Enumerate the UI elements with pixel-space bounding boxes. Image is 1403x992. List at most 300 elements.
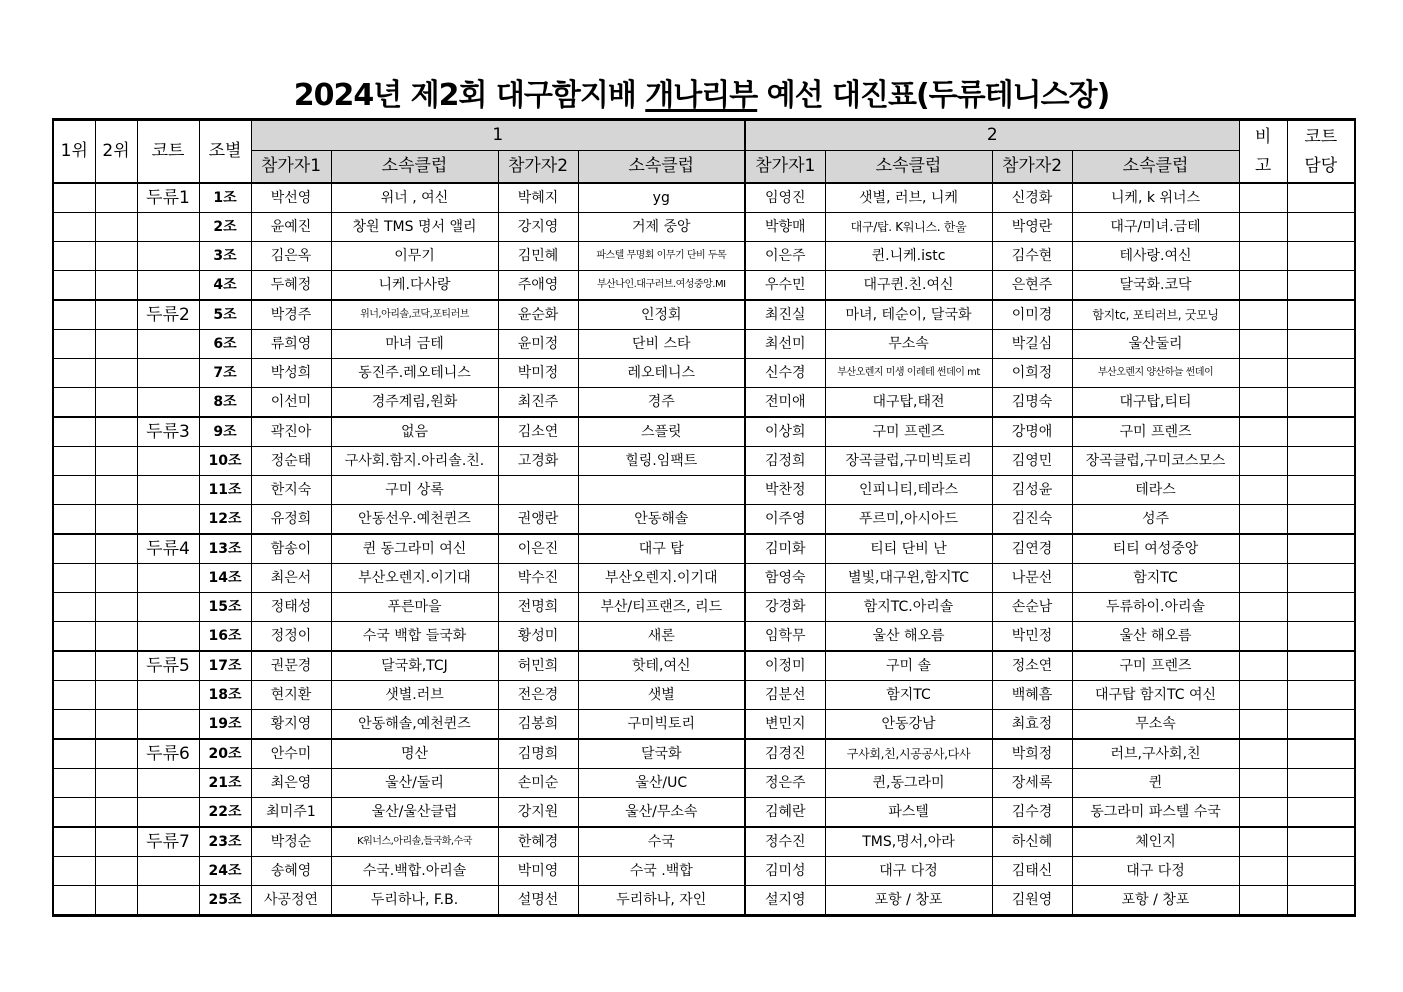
group-cell: 9조 bbox=[199, 417, 251, 447]
side1-player1: 이선미 bbox=[251, 388, 331, 418]
side1-player2 bbox=[498, 476, 578, 505]
table-row bbox=[53, 271, 1355, 301]
rank2-cell bbox=[95, 388, 137, 418]
side1-player2: 박혜지 bbox=[498, 183, 578, 213]
note-cell bbox=[1239, 534, 1287, 564]
side2-club2: 부산오렌지 양산하늘 썬데이 bbox=[1072, 359, 1239, 388]
rank2-cell bbox=[95, 622, 137, 652]
header-club1-side1: 소속클럽 bbox=[331, 151, 498, 184]
side1-club2: 부산나인.대구러브.여성중앙.MI bbox=[578, 271, 745, 301]
rank2-cell bbox=[95, 681, 137, 710]
header-player1-side2: 참가자1 bbox=[745, 151, 825, 184]
side2-player2: 김원영 bbox=[992, 886, 1072, 916]
side1-club2: 스플릿 bbox=[578, 417, 745, 447]
rank2-cell bbox=[95, 798, 137, 828]
side1-club2: 울산/무소속 bbox=[578, 798, 745, 828]
side1-club2: 새론 bbox=[578, 622, 745, 652]
side2-player1: 이정미 bbox=[745, 651, 825, 681]
court-cell bbox=[137, 476, 199, 505]
note-cell bbox=[1239, 447, 1287, 476]
bracket-table bbox=[52, 118, 1356, 917]
side1-club2: 구미빅토리 bbox=[578, 710, 745, 740]
rank2-cell bbox=[95, 213, 137, 242]
header-side-2: 2 bbox=[745, 120, 1239, 151]
side1-club1: 위너,아리솔,코닥,포티러브 bbox=[331, 300, 498, 330]
side2-club1: 구사회,친,시공공사,다사 bbox=[825, 739, 992, 769]
note-cell bbox=[1239, 505, 1287, 535]
side2-club1: 푸르미,아시아드 bbox=[825, 505, 992, 535]
table-row bbox=[53, 242, 1355, 271]
table-row bbox=[53, 593, 1355, 622]
side2-player1: 김미화 bbox=[745, 534, 825, 564]
court-cell bbox=[137, 710, 199, 740]
side2-club2: 울산둘리 bbox=[1072, 330, 1239, 359]
side1-club1: K워너스,아리솔,들국화,수국 bbox=[331, 827, 498, 857]
side2-club1: 대구 다정 bbox=[825, 857, 992, 886]
table-row bbox=[53, 300, 1355, 330]
header-note-top: 비 bbox=[1254, 126, 1272, 147]
rank1-cell bbox=[53, 534, 95, 564]
side2-club1: 퀸,동그라미 bbox=[825, 769, 992, 798]
side2-player2: 박영란 bbox=[992, 213, 1072, 242]
side2-player2: 이희정 bbox=[992, 359, 1072, 388]
side1-player2: 김민혜 bbox=[498, 242, 578, 271]
side1-club1: 부산오렌지.이기대 bbox=[331, 564, 498, 593]
rank2-cell bbox=[95, 417, 137, 447]
side1-club2: 두리하나, 자인 bbox=[578, 886, 745, 916]
side1-club2: 수국 bbox=[578, 827, 745, 857]
side2-player2: 정소연 bbox=[992, 651, 1072, 681]
side1-club2: 핫테,여신 bbox=[578, 651, 745, 681]
side2-player2: 최효정 bbox=[992, 710, 1072, 740]
side1-club1: 샛별.러브 bbox=[331, 681, 498, 710]
table-row bbox=[53, 798, 1355, 828]
side2-player2: 김태신 bbox=[992, 857, 1072, 886]
header-note bbox=[1239, 120, 1287, 184]
manager-cell bbox=[1287, 388, 1355, 418]
table-row bbox=[53, 710, 1355, 740]
rank1-cell bbox=[53, 213, 95, 242]
manager-cell bbox=[1287, 564, 1355, 593]
side2-club2: 대구 다정 bbox=[1072, 857, 1239, 886]
side2-player1: 이주영 bbox=[745, 505, 825, 535]
side2-player2: 박길심 bbox=[992, 330, 1072, 359]
rank2-cell bbox=[95, 769, 137, 798]
side1-club1: 푸른마을 bbox=[331, 593, 498, 622]
group-cell: 21조 bbox=[199, 769, 251, 798]
manager-cell bbox=[1287, 417, 1355, 447]
table-row bbox=[53, 681, 1355, 710]
note-cell bbox=[1239, 769, 1287, 798]
side2-player2: 나문선 bbox=[992, 564, 1072, 593]
side1-player2: 강지영 bbox=[498, 213, 578, 242]
side1-club2: 레오테니스 bbox=[578, 359, 745, 388]
side2-club1: 울산 해오름 bbox=[825, 622, 992, 652]
group-cell: 16조 bbox=[199, 622, 251, 652]
rank2-cell bbox=[95, 505, 137, 535]
side2-player2: 백혜흠 bbox=[992, 681, 1072, 710]
side1-club2 bbox=[578, 476, 745, 505]
rank1-cell bbox=[53, 827, 95, 857]
side2-player1: 최진실 bbox=[745, 300, 825, 330]
header-player2-side1: 참가자2 bbox=[498, 151, 578, 184]
side1-club1: 달국화,TCJ bbox=[331, 651, 498, 681]
header-court: 코트 bbox=[137, 120, 199, 184]
side1-club2: 달국화 bbox=[578, 739, 745, 769]
side2-player2: 김영민 bbox=[992, 447, 1072, 476]
side2-player2: 하신혜 bbox=[992, 827, 1072, 857]
group-cell: 15조 bbox=[199, 593, 251, 622]
side1-player1: 곽진아 bbox=[251, 417, 331, 447]
side2-player1: 정은주 bbox=[745, 769, 825, 798]
side1-player2: 한혜경 bbox=[498, 827, 578, 857]
court-cell: 두류1 bbox=[137, 183, 199, 213]
note-cell bbox=[1239, 681, 1287, 710]
side1-club2: 경주 bbox=[578, 388, 745, 418]
manager-cell bbox=[1287, 681, 1355, 710]
side1-player1: 한지숙 bbox=[251, 476, 331, 505]
manager-cell bbox=[1287, 447, 1355, 476]
rank1-cell bbox=[53, 505, 95, 535]
header-group: 조별 bbox=[199, 120, 251, 184]
side1-player1: 김은옥 bbox=[251, 242, 331, 271]
side1-club1: 수국.백합.아리솔 bbox=[331, 857, 498, 886]
side1-player1: 사공정연 bbox=[251, 886, 331, 916]
group-cell: 20조 bbox=[199, 739, 251, 769]
header-manager-top: 코트 bbox=[1304, 126, 1338, 147]
note-cell bbox=[1239, 857, 1287, 886]
manager-cell bbox=[1287, 827, 1355, 857]
side1-club1: 울산/둘리 bbox=[331, 769, 498, 798]
manager-cell bbox=[1287, 534, 1355, 564]
note-cell bbox=[1239, 271, 1287, 301]
side2-club2: 테라스 bbox=[1072, 476, 1239, 505]
side2-player2: 김성윤 bbox=[992, 476, 1072, 505]
side2-club2: 구미 프렌즈 bbox=[1072, 651, 1239, 681]
side2-club2: 러브,구사회,친 bbox=[1072, 739, 1239, 769]
side2-player2: 김수현 bbox=[992, 242, 1072, 271]
rank2-cell bbox=[95, 447, 137, 476]
side1-club2: 부산/티프랜즈, 리드 bbox=[578, 593, 745, 622]
side2-player2: 김진숙 bbox=[992, 505, 1072, 535]
side1-player1: 안수미 bbox=[251, 739, 331, 769]
manager-cell bbox=[1287, 183, 1355, 213]
side1-club1: 이무기 bbox=[331, 242, 498, 271]
rank2-cell bbox=[95, 359, 137, 388]
court-cell bbox=[137, 798, 199, 828]
note-cell bbox=[1239, 388, 1287, 418]
side1-player2: 황성미 bbox=[498, 622, 578, 652]
court-cell bbox=[137, 447, 199, 476]
court-cell bbox=[137, 769, 199, 798]
side2-club1: 구미 솔 bbox=[825, 651, 992, 681]
table-row bbox=[53, 739, 1355, 769]
side1-player2: 김봉희 bbox=[498, 710, 578, 740]
side1-club2: yg bbox=[578, 183, 745, 213]
side1-player1: 정정이 bbox=[251, 622, 331, 652]
side2-player2: 박희정 bbox=[992, 739, 1072, 769]
court-cell bbox=[137, 886, 199, 916]
side1-player2: 손미순 bbox=[498, 769, 578, 798]
table-row bbox=[53, 359, 1355, 388]
side1-club2: 인정회 bbox=[578, 300, 745, 330]
court-cell bbox=[137, 271, 199, 301]
side2-player1: 설지영 bbox=[745, 886, 825, 916]
side1-player2: 전명희 bbox=[498, 593, 578, 622]
rank2-cell bbox=[95, 739, 137, 769]
rank2-cell bbox=[95, 242, 137, 271]
side1-player1: 정태성 bbox=[251, 593, 331, 622]
side2-club2: 울산 해오름 bbox=[1072, 622, 1239, 652]
table-row bbox=[53, 651, 1355, 681]
side2-player2: 김명숙 bbox=[992, 388, 1072, 418]
side2-club2: 퀸 bbox=[1072, 769, 1239, 798]
side1-player2: 윤순화 bbox=[498, 300, 578, 330]
manager-cell bbox=[1287, 330, 1355, 359]
table-row bbox=[53, 213, 1355, 242]
side2-club1: 파스텔 bbox=[825, 798, 992, 828]
side2-player1: 김정희 bbox=[745, 447, 825, 476]
side2-player1: 변민지 bbox=[745, 710, 825, 740]
side2-player1: 강경화 bbox=[745, 593, 825, 622]
side1-club2: 부산오렌지.이기대 bbox=[578, 564, 745, 593]
side2-club1: 함지TC bbox=[825, 681, 992, 710]
note-cell bbox=[1239, 710, 1287, 740]
rank2-cell bbox=[95, 564, 137, 593]
group-cell: 23조 bbox=[199, 827, 251, 857]
side2-club2: 포항 / 창포 bbox=[1072, 886, 1239, 916]
side2-player1: 정수진 bbox=[745, 827, 825, 857]
side1-club2: 울산/UC bbox=[578, 769, 745, 798]
side1-player2: 권앵란 bbox=[498, 505, 578, 535]
court-cell bbox=[137, 505, 199, 535]
side2-club2: 니케, k 위너스 bbox=[1072, 183, 1239, 213]
side2-club2: 두류하이.아리솔 bbox=[1072, 593, 1239, 622]
court-cell bbox=[137, 330, 199, 359]
rank2-cell bbox=[95, 300, 137, 330]
side1-club1: 울산/울산클럽 bbox=[331, 798, 498, 828]
note-cell bbox=[1239, 886, 1287, 916]
table-row bbox=[53, 886, 1355, 916]
side1-club1: 구미 상록 bbox=[331, 476, 498, 505]
court-cell bbox=[137, 388, 199, 418]
note-cell bbox=[1239, 622, 1287, 652]
note-cell bbox=[1239, 213, 1287, 242]
side2-club1: 함지TC.아리솔 bbox=[825, 593, 992, 622]
court-cell bbox=[137, 359, 199, 388]
side1-club2: 안동해솔 bbox=[578, 505, 745, 535]
group-cell: 13조 bbox=[199, 534, 251, 564]
side1-player2: 강지원 bbox=[498, 798, 578, 828]
group-cell: 4조 bbox=[199, 271, 251, 301]
note-cell bbox=[1239, 798, 1287, 828]
rank1-cell bbox=[53, 622, 95, 652]
table-row bbox=[53, 417, 1355, 447]
table-row bbox=[53, 183, 1355, 213]
side2-club1: 티티 단비 난 bbox=[825, 534, 992, 564]
side1-player2: 전은경 bbox=[498, 681, 578, 710]
manager-cell bbox=[1287, 769, 1355, 798]
note-cell bbox=[1239, 330, 1287, 359]
side1-player2: 김명희 bbox=[498, 739, 578, 769]
court-cell bbox=[137, 593, 199, 622]
side2-club2: 달국화.코닥 bbox=[1072, 271, 1239, 301]
header-club1-side2: 소속클럽 bbox=[825, 151, 992, 184]
side2-club2: 함지TC bbox=[1072, 564, 1239, 593]
group-cell: 22조 bbox=[199, 798, 251, 828]
side2-club2: 동그라미 파스텔 수국 bbox=[1072, 798, 1239, 828]
rank1-cell bbox=[53, 681, 95, 710]
side1-player1: 최미주1 bbox=[251, 798, 331, 828]
side1-player1: 송혜영 bbox=[251, 857, 331, 886]
side2-club1: 무소속 bbox=[825, 330, 992, 359]
side2-player1: 이은주 bbox=[745, 242, 825, 271]
side1-player1: 박선영 bbox=[251, 183, 331, 213]
header-manager-bottom: 담당 bbox=[1304, 155, 1338, 176]
manager-cell bbox=[1287, 213, 1355, 242]
rank1-cell bbox=[53, 593, 95, 622]
side1-player1: 최은서 bbox=[251, 564, 331, 593]
rank2-cell bbox=[95, 651, 137, 681]
side1-club1: 퀸 동그라미 여신 bbox=[331, 534, 498, 564]
side1-club2: 거제 중앙 bbox=[578, 213, 745, 242]
side1-player2: 김소연 bbox=[498, 417, 578, 447]
rank1-cell bbox=[53, 476, 95, 505]
side1-player1: 함송이 bbox=[251, 534, 331, 564]
side1-player2: 설명선 bbox=[498, 886, 578, 916]
note-cell bbox=[1239, 476, 1287, 505]
side1-player1: 윤예진 bbox=[251, 213, 331, 242]
side2-club2: 대구탑 함지TC 여신 bbox=[1072, 681, 1239, 710]
rank1-cell bbox=[53, 183, 95, 213]
side1-player1: 박성희 bbox=[251, 359, 331, 388]
group-cell: 7조 bbox=[199, 359, 251, 388]
rank1-cell bbox=[53, 651, 95, 681]
side2-player2: 손순남 bbox=[992, 593, 1072, 622]
table-row bbox=[53, 769, 1355, 798]
side1-player2: 이은진 bbox=[498, 534, 578, 564]
rank2-cell bbox=[95, 710, 137, 740]
side2-club1: 퀸.니케.istc bbox=[825, 242, 992, 271]
rank1-cell bbox=[53, 886, 95, 916]
table-row bbox=[53, 622, 1355, 652]
manager-cell bbox=[1287, 622, 1355, 652]
table-row bbox=[53, 564, 1355, 593]
side1-player1: 권문경 bbox=[251, 651, 331, 681]
side2-club2: 함지tc, 포티러브, 굿모닝 bbox=[1072, 300, 1239, 330]
side2-club2: 대구/미녀.금테 bbox=[1072, 213, 1239, 242]
manager-cell bbox=[1287, 593, 1355, 622]
side2-player2: 김연경 bbox=[992, 534, 1072, 564]
side1-club1: 위너 , 여신 bbox=[331, 183, 498, 213]
header-rank2: 2위 bbox=[95, 120, 137, 184]
side1-player1: 두혜정 bbox=[251, 271, 331, 301]
rank1-cell bbox=[53, 798, 95, 828]
manager-cell bbox=[1287, 798, 1355, 828]
side2-club1: 대구/탑. K워니스. 한울 bbox=[825, 213, 992, 242]
group-cell: 6조 bbox=[199, 330, 251, 359]
manager-cell bbox=[1287, 857, 1355, 886]
side2-club1: 별빛,대구윈,함지TC bbox=[825, 564, 992, 593]
header-player2-side2: 참가자2 bbox=[992, 151, 1072, 184]
side1-player1: 박정순 bbox=[251, 827, 331, 857]
side2-player2: 박민정 bbox=[992, 622, 1072, 652]
court-cell: 두류4 bbox=[137, 534, 199, 564]
side2-player1: 최선미 bbox=[745, 330, 825, 359]
manager-cell bbox=[1287, 242, 1355, 271]
rank1-cell bbox=[53, 242, 95, 271]
side1-club2: 힐링.임팩트 bbox=[578, 447, 745, 476]
side1-player2: 허민희 bbox=[498, 651, 578, 681]
side1-club1: 없음 bbox=[331, 417, 498, 447]
page-title bbox=[0, 70, 1403, 114]
court-cell bbox=[137, 213, 199, 242]
title-suffix: 예선 대진표(두류테니스장) bbox=[757, 78, 1110, 113]
side1-player1: 류희영 bbox=[251, 330, 331, 359]
side2-player1: 김분선 bbox=[745, 681, 825, 710]
table-row bbox=[53, 534, 1355, 564]
table-row bbox=[53, 857, 1355, 886]
side1-club1: 안동해솔,예천퀸즈 bbox=[331, 710, 498, 740]
side1-club1: 마녀 금테 bbox=[331, 330, 498, 359]
side2-player1: 김미성 bbox=[745, 857, 825, 886]
group-cell: 18조 bbox=[199, 681, 251, 710]
group-cell: 3조 bbox=[199, 242, 251, 271]
side2-player2: 김수경 bbox=[992, 798, 1072, 828]
side2-club1: 부산오렌지 미생 이레테 썬데이 mt bbox=[825, 359, 992, 388]
side2-player1: 김혜란 bbox=[745, 798, 825, 828]
header-note-bottom: 고 bbox=[1254, 155, 1272, 176]
side2-player1: 전미애 bbox=[745, 388, 825, 418]
rank2-cell bbox=[95, 534, 137, 564]
group-cell: 10조 bbox=[199, 447, 251, 476]
court-cell: 두류3 bbox=[137, 417, 199, 447]
note-cell bbox=[1239, 827, 1287, 857]
note-cell bbox=[1239, 183, 1287, 213]
group-cell: 2조 bbox=[199, 213, 251, 242]
court-cell bbox=[137, 681, 199, 710]
court-cell: 두류5 bbox=[137, 651, 199, 681]
rank2-cell bbox=[95, 827, 137, 857]
side2-club1: 구미 프렌즈 bbox=[825, 417, 992, 447]
side2-club2: 테사랑.여신 bbox=[1072, 242, 1239, 271]
side1-club2: 파스텔 무명회 이무기 단비 두목 bbox=[578, 242, 745, 271]
rank1-cell bbox=[53, 330, 95, 359]
table-row bbox=[53, 827, 1355, 857]
note-cell bbox=[1239, 651, 1287, 681]
court-cell bbox=[137, 242, 199, 271]
side2-club1: TMS,명서,아라 bbox=[825, 827, 992, 857]
side2-club2: 성주 bbox=[1072, 505, 1239, 535]
side2-player2: 은현주 bbox=[992, 271, 1072, 301]
side2-club1: 안동강남 bbox=[825, 710, 992, 740]
manager-cell bbox=[1287, 476, 1355, 505]
note-cell bbox=[1239, 417, 1287, 447]
rank1-cell bbox=[53, 417, 95, 447]
side1-player1: 현지환 bbox=[251, 681, 331, 710]
rank2-cell bbox=[95, 271, 137, 301]
group-cell: 1조 bbox=[199, 183, 251, 213]
group-cell: 8조 bbox=[199, 388, 251, 418]
rank1-cell bbox=[53, 447, 95, 476]
side1-player2: 고경화 bbox=[498, 447, 578, 476]
court-cell: 두류6 bbox=[137, 739, 199, 769]
note-cell bbox=[1239, 300, 1287, 330]
side1-club1: 두리하나, F.B. bbox=[331, 886, 498, 916]
rank2-cell bbox=[95, 330, 137, 359]
header-side-1: 1 bbox=[251, 120, 745, 151]
note-cell bbox=[1239, 359, 1287, 388]
